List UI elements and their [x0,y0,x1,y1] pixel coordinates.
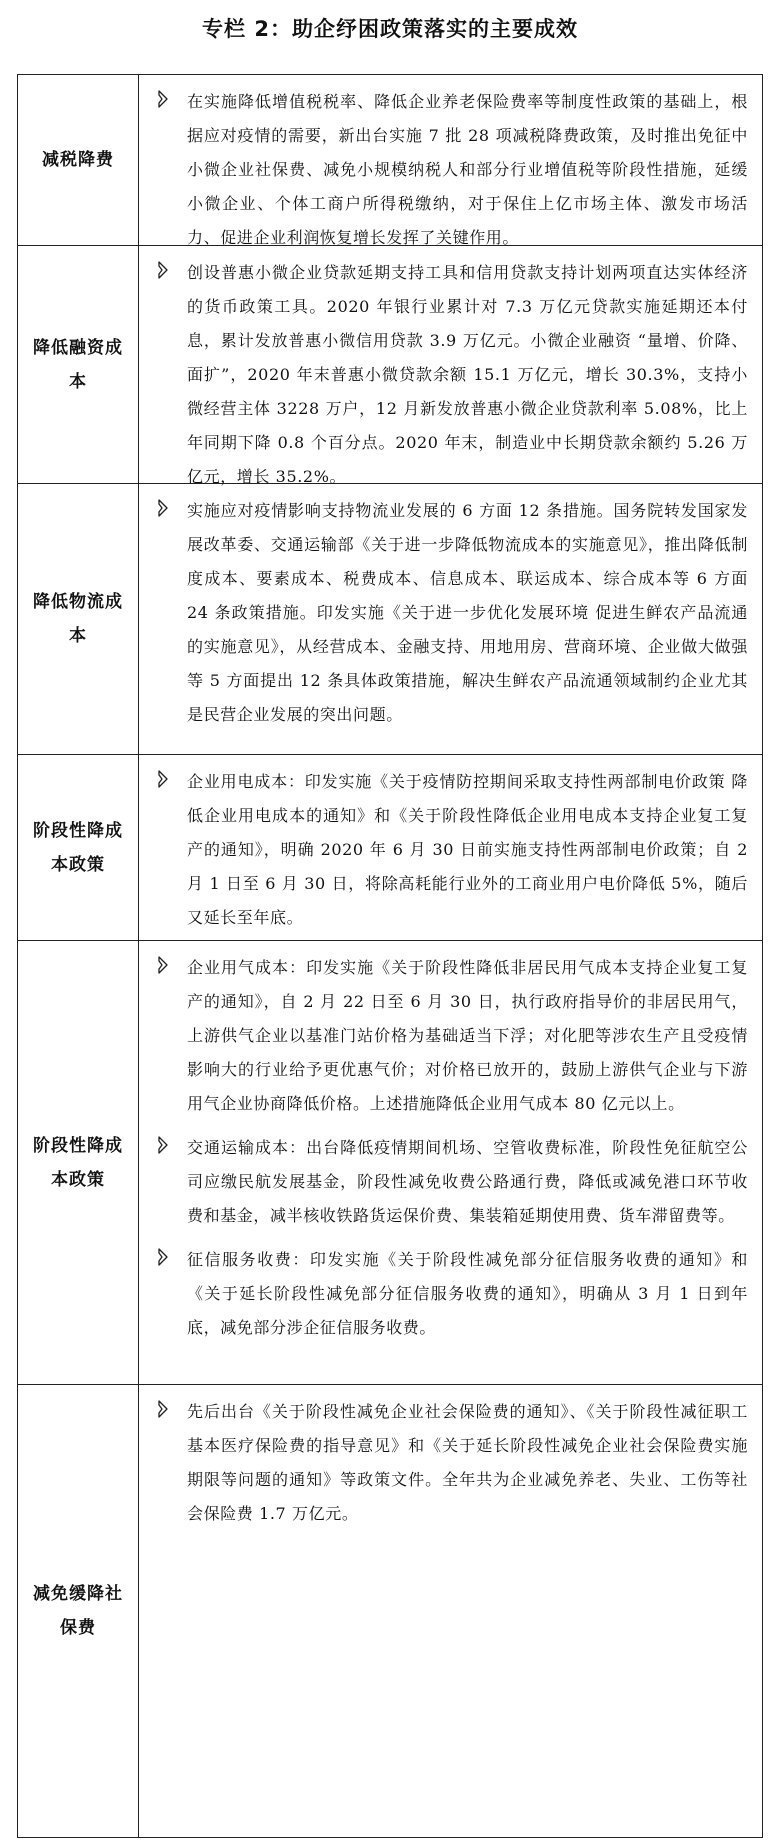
item-text: 企业用气成本：印发实施《关于阶段性降低非居民用气成本支持企业复工复产的通知》，自 2 月 22 日至 6 月 30 日，执行政府指导价的非居民用气，上游供气企业以基准门站价格为基础适当下浮；对化肥等涉农生产且受疫情影响大的行业给予更优惠气价；对价格已放开的，鼓励上游供气企业与下游用气企业协商降低价格。上述措施降低企业用气成本 80 亿元以上。 [187,958,748,1113]
content-cell [139,246,762,486]
hollow-arrow-icon [157,1398,169,1420]
hollow-arrow-icon [157,768,169,790]
page-title: 专栏 2：助企纾困政策落实的主要成效 [202,17,578,41]
hollow-arrow-icon [157,954,169,976]
list-item [139,256,762,494]
item-text: 交通运输成本：出台降低疫情期间机场、空管收费标准，阶段性免征航空公司应缴民航发展基金，阶段性减免收费公路通行费，降低或减免港口环节收费和基金，减半核收铁路货运保价费、集装箱延期使用费、货车滞留费等。 [187,1138,748,1225]
item-text: 先后出台《关于阶段性减免企业社会保险费的通知》、《关于阶段性减征职工基本医疗保险费的指导意见》和《关于延长阶段性减免企业社会保险费实施期限等问题的通知》等政策文件。全年共为企业减免养老、失业、工伤等社会保险费 1.7 万亿元。 [187,1402,748,1523]
list-item [139,1243,762,1345]
category-cell [18,941,139,1384]
list-item [139,765,762,935]
list-item [139,494,762,732]
item-text: 在实施降低增值税税率、降低企业养老保险费率等制度性政策的基础上，根据应对疫情的需要，新出台实施 7 批 28 项减税降费政策，及时推出免征中小微企业社保费、减免小规模纳税人和部分行业增值税等阶段性措施，延缓小微企业、个体工商户所得税缴纳，对于保住上亿市场主体、激发市场活力、促进企业利润恢复增长发挥了关键作用。 [187,92,748,247]
category-cell [18,246,139,483]
category-label: 阶段性降成本政策 [33,1135,123,1190]
item-text: 实施应对疫情影响支持物流业发展的 6 方面 12 条措施。国务院转发国家发展改革委、交通运输部《关于进一步降低物流成本的实施意见》，推出降低制度成本、要素成本、税费成本、信息成本、联运成本、综合成本等 6 方面 24 条政策措施。印发实施《关于进一步优化发展环境 促进生鲜农产品流通的实施意见》，从经营成本、金融支持、用地用房、营商环境、企业做大做强等 5 方面提出 12 条具体政策措施，解决生鲜农产品流通领域制约企业尤其是民营企业发展的突出问题。 [187,501,748,724]
content-cell [139,484,762,754]
table-row [18,755,762,941]
table-row [18,246,762,484]
category-label: 降低物流成本 [33,592,123,646]
list-item [139,1131,762,1233]
hollow-arrow-icon [157,259,169,281]
table-row [18,484,762,755]
content-cell [139,75,762,245]
content-cell [139,1385,762,1837]
item-text: 征信服务收费：印发实施《关于阶段性减免部分征信服务收费的通知》和《关于延长阶段性减免部分征信服务收费的通知》，明确从 3 月 1 日到年底，减免部分涉企征信服务收费。 [187,1250,748,1337]
content-cell [139,755,762,940]
table-row [18,1385,762,1837]
category-cell [18,484,139,754]
hollow-arrow-icon [157,88,169,110]
list-item [139,85,762,255]
category-cell [18,1385,139,1837]
category-label: 降低融资成本 [33,337,123,392]
item-text: 创设普惠小微企业贷款延期支持工具和信用贷款支持计划两项直达实体经济的货币政策工具。2020 年银行业累计对 7.3 万亿元贷款实施延期还本付息，累计发放普惠小微信用贷款 3.9 万亿元。小微企业融资 “量增、价降、面扩”，2020 年末普惠小微贷款余额 15.1 万亿元，增长 30.3%，支持小微经营主体 3228 万户，12 月新发放普惠小微企业贷款利率 5.08%，比上年同期下降 0.8 个百分点。2020 年末，制造业中长期贷款余额约 5.26 万亿元，增长 35.2%。 [187,263,748,486]
table-row [18,941,762,1385]
list-item [139,951,762,1121]
hollow-arrow-icon [157,1246,169,1268]
content-cell [139,941,762,1384]
table-row [18,75,762,246]
policy-table [17,74,763,1838]
category-label: 阶段性降成本政策 [33,820,123,875]
hollow-arrow-icon [157,497,169,519]
category-label: 减税降费 [42,150,114,170]
category-label: 减免缓降社保费 [33,1584,123,1638]
list-item [139,1395,762,1531]
category-cell [18,75,139,245]
item-text: 企业用电成本：印发实施《关于疫情防控期间采取支持性两部制电价政策 降低企业用电成本的通知》和《关于阶段性降低企业用电成本支持企业复工复产的通知》，明确 2020 年 6 月 30 日前实施支持性两部制电价政策；自 2 月 1 日至 6 月 30 日，将除高耗能行业外的工商业用户电价降低 5%，随后又延长至年底。 [187,772,748,927]
category-cell [18,755,139,940]
hollow-arrow-icon [157,1134,169,1156]
